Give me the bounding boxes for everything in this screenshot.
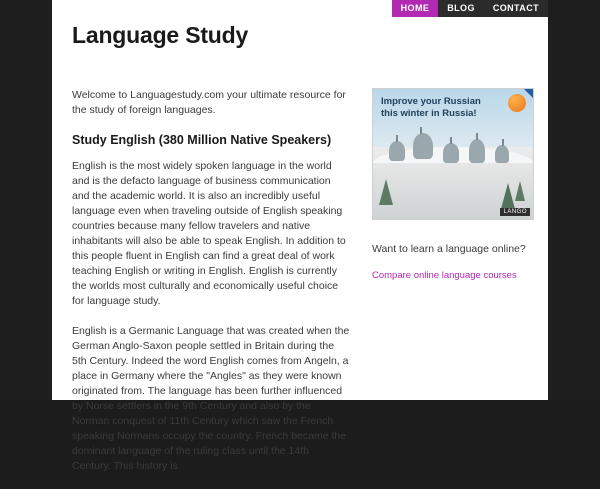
- promo-link[interactable]: Compare online language courses: [372, 270, 517, 281]
- main-column: [72, 88, 350, 489]
- content-sheet: [52, 0, 548, 472]
- tree-icon: [379, 179, 393, 205]
- church-dome-icon: [469, 139, 485, 163]
- tree-icon: [501, 183, 515, 209]
- section-heading: Study English (380 Million Native Speakers): [72, 133, 332, 147]
- promo-heading: Want to learn a language online?: [372, 243, 526, 255]
- church-dome-icon: [389, 141, 405, 161]
- top-navigation: [392, 0, 548, 17]
- nav-item-home[interactable]: HOME: [392, 0, 439, 17]
- church-dome-icon: [443, 143, 459, 163]
- page-title: Language Study: [72, 22, 249, 48]
- nav-item-contact[interactable]: CONTACT: [484, 0, 548, 17]
- ad-corner-marker: [524, 89, 533, 98]
- ad-logo: LANGO: [500, 208, 530, 216]
- sidebar-column: [372, 88, 532, 489]
- intro-paragraph: Welcome to Languagestudy.com your ultimate resource for the study of foreign languages.: [72, 89, 346, 116]
- paragraph-2: English is a Germanic Language that was created when the German Anglo-Saxon people settled in Britain during the 5th Century. Indeed the word English comes from Angeln, a place in Germany where the "Angles" as they were known originated from. The language has been further influenced by Norse settlers in the 9th Century and also by the Norman conquest of 11th Century which saw the French speaking Normans occupy the country. French became the dominant language of the ruling class until the 14th Century. This history is: [72, 325, 350, 472]
- church-dome-icon: [495, 145, 509, 163]
- paragraph-1: English is the most widely spoken language in the world and is the defacto language of business communication and the academic world. It is also an incredibly useful language even when traveling outside of English speaking countries because many fellow travelers and native inhabitants will also be able to speak English. In addition to this people fluent in English can find a great deal of work teaching English or writing in English. English is currently the worlds most culturally and economically useful choice for language study.: [72, 160, 346, 307]
- ad-headline: Improve your Russian this winter in Russia!: [381, 96, 481, 119]
- church-dome-icon: [413, 133, 433, 159]
- tree-icon: [515, 181, 525, 201]
- advertisement-banner[interactable]: [372, 88, 534, 220]
- page-inner: [72, 88, 532, 489]
- nav-item-blog[interactable]: BLOG: [438, 0, 484, 17]
- columns: [72, 88, 532, 489]
